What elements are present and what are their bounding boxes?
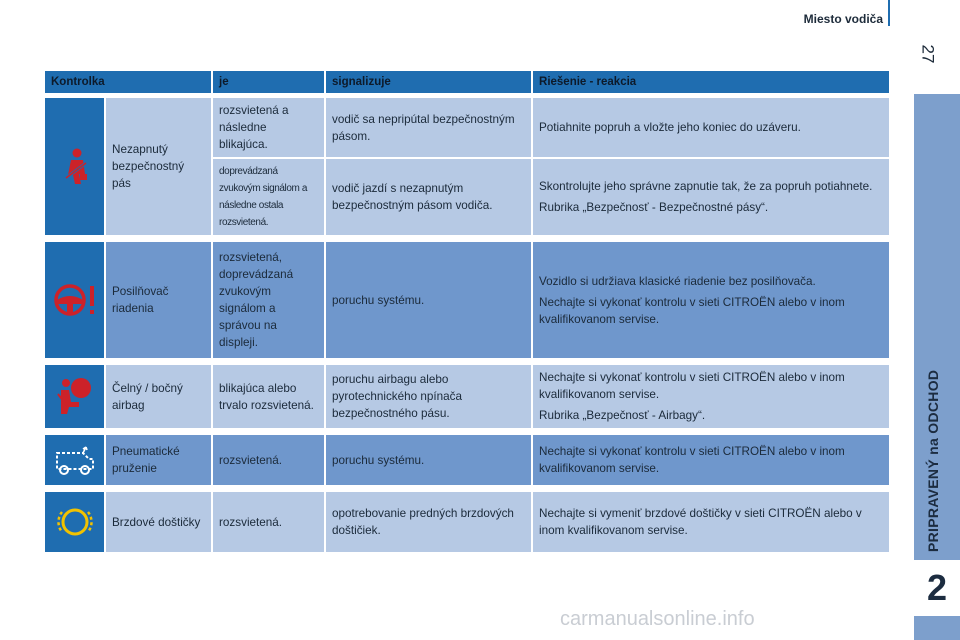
row-solution: Nechajte si vykonať kontrolu v sieti CITROËN alebo v inom kvalifikovanom servise. — [533, 435, 891, 487]
chapter-sidebar — [914, 94, 960, 640]
table-row — [45, 242, 891, 360]
header-je: je — [213, 71, 326, 93]
row-signal: vodič sa nepripútal bezpečnostným pásom. — [326, 98, 533, 159]
row-signal: poruchu airbagu alebo pyrotechnického npínača bezpečnostného pásu. — [326, 365, 533, 430]
chapter-number: 2 — [914, 560, 960, 616]
table-row — [45, 365, 891, 430]
page-number: 27 — [918, 44, 938, 64]
row-name: Pneumatické pruženie — [106, 435, 213, 487]
row-solution: Vozidlo si udržiava klasické riadenie bez posilňovača. Nechajte si vykonať kontrolu v sieti CITROËN alebo v inom kvalifikovanom servise. — [533, 242, 891, 360]
table-row — [45, 98, 891, 159]
page-header-title: Miesto vodiča — [803, 12, 883, 26]
table-header-row — [45, 71, 891, 93]
row-state: blikajúca alebo trvalo rozsvietená. — [213, 365, 326, 430]
pneumatic-suspension-icon — [45, 435, 106, 487]
row-state: doprevádzaná zvukovým signálom a následne ostala rozsvietená. — [213, 159, 326, 237]
row-name: Brzdové doštičky — [106, 492, 213, 554]
header-kontrolka: Kontrolka — [45, 71, 213, 93]
watermark: carmanualsonline.info — [560, 608, 755, 630]
row-solution: Skontrolujte jeho správne zapnutie tak, že za popruh potiahnete. Rubrika „Bezpečnosť - Bezpečnostné pásy“. — [533, 159, 891, 237]
row-state: rozsvietená. — [213, 435, 326, 487]
brake-pad-wear-icon — [45, 492, 106, 554]
table-row — [45, 435, 891, 487]
power-steering-warning-icon — [45, 242, 106, 360]
row-state: rozsvietená, doprevádzaná zvukovým signálom a správou na displeji. — [213, 242, 326, 360]
row-solution: Nechajte si vykonať kontrolu v sieti CITROËN alebo v inom kvalifikovanom servise. Rubrika „Bezpečnosť - Airbagy“. — [533, 365, 891, 430]
row-state: rozsvietená. — [213, 492, 326, 554]
header-riesenie: Riešenie - reakcia — [533, 71, 891, 93]
row-signal: poruchu systému. — [326, 435, 533, 487]
row-signal: opotrebovanie predných brzdových doštičiek. — [326, 492, 533, 554]
row-name: Posilňovač riadenia — [106, 242, 213, 360]
row-signal: vodič jazdí s nezapnutým bezpečnostným pásom vodiča. — [326, 159, 533, 237]
row-name: Čelný / bočný airbag — [106, 365, 213, 430]
table-row — [45, 492, 891, 554]
row-signal: poruchu systému. — [326, 242, 533, 360]
row-solution: Nechajte si vymeniť brzdové doštičky v sieti CITROËN alebo v inom kvalifikovanom servise. — [533, 492, 891, 554]
header-divider — [888, 0, 890, 26]
seatbelt-warning-icon — [45, 98, 106, 237]
row-solution: Potiahnite popruh a vložte jeho koniec do uzáveru. — [533, 98, 891, 159]
row-state: rozsvietená a následne blikajúca. — [213, 98, 326, 159]
chapter-title: PRIPRAVENÝ na ODCHOD — [925, 369, 941, 552]
header-signalizuje: signalizuje — [326, 71, 533, 93]
row-name: Nezapnutý bezpečnostný pás — [106, 98, 213, 237]
airbag-warning-icon — [45, 365, 106, 430]
warning-lights-table — [45, 71, 891, 554]
